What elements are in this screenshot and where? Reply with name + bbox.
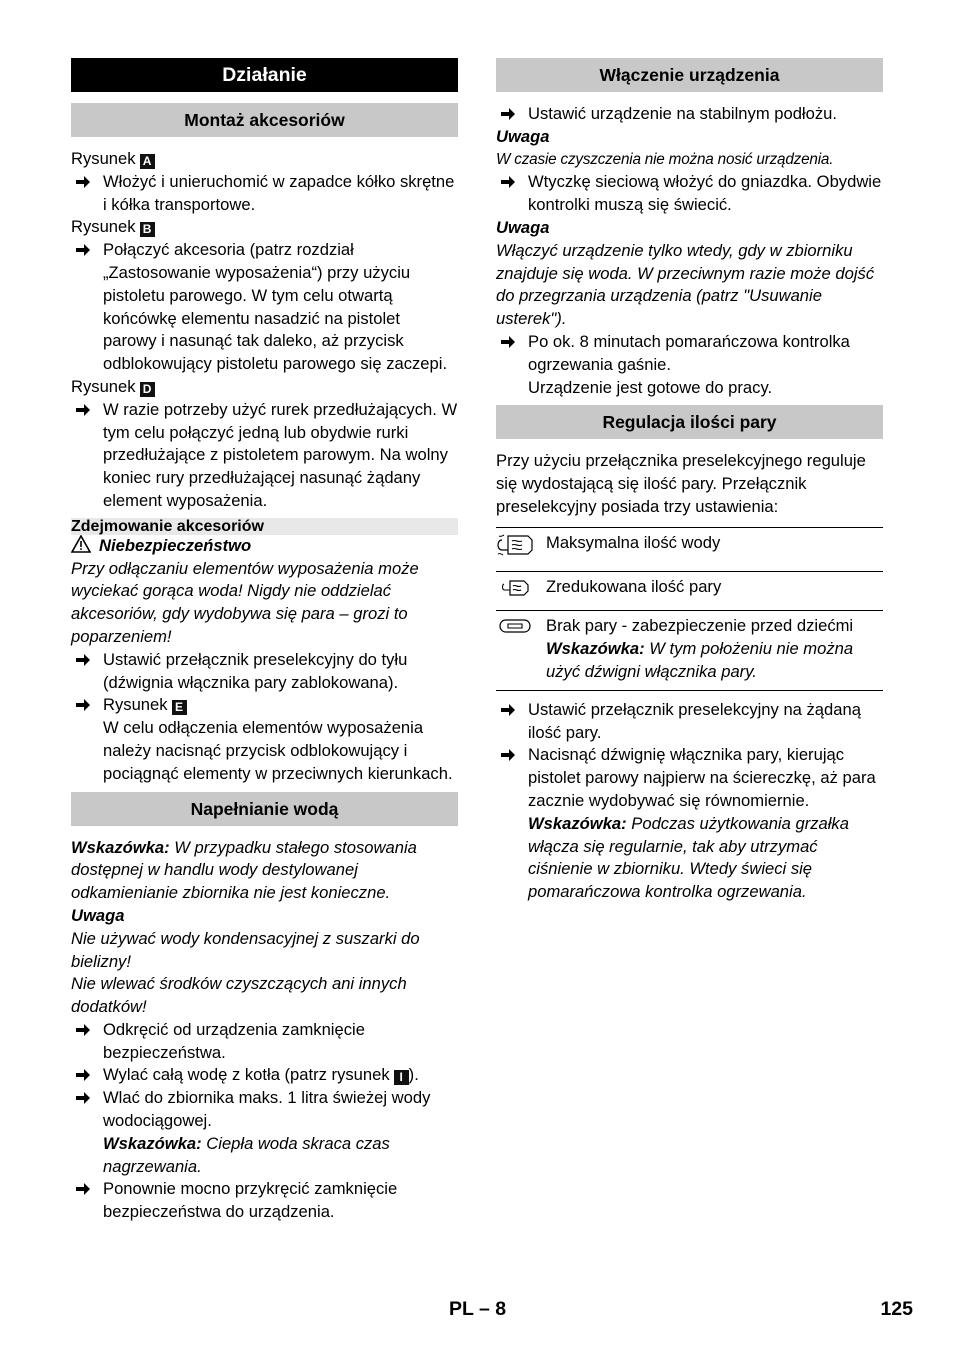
heading-switching-on: Włączenie urządzenia <box>496 58 883 92</box>
heading-filling-water: Napełnianie wodą <box>71 792 458 826</box>
setting-icon-cell <box>496 527 546 571</box>
arrow-right-icon <box>500 106 516 122</box>
caution-label: Uwaga <box>496 217 550 237</box>
figure-box-d: D <box>140 382 155 397</box>
footer-page-number: 125 <box>880 1298 913 1320</box>
caution-text: W czasie czyszczenia nie można nosić urządzenia. <box>496 150 834 168</box>
note-paragraph: Wskazówka: W przypadku stałego stosowania dostępnej w handlu wody destylowanej odkamienianie zbiornika nie jest konieczne. <box>71 837 417 903</box>
steam-settings-table <box>496 527 883 691</box>
table-row <box>496 571 883 611</box>
figure-ref-a: Rysunek A <box>71 148 458 171</box>
table-row <box>496 527 883 571</box>
footer-language-page: PL – 8 <box>449 1298 507 1320</box>
figure-ref-d: Rysunek D <box>71 376 458 399</box>
section-title-operation: Działanie <box>71 58 458 92</box>
list-item: Ustawić urządzenie na stabilnym podłożu. <box>496 103 883 126</box>
reduced-steam-icon <box>496 576 536 598</box>
list-item: Po ok. 8 minutach pomarańczowa kontrolka ogrzewania gaśnie. Urządzenie jest gotowe do pracy. <box>496 331 883 399</box>
arrow-right-icon <box>75 1022 91 1038</box>
table-row <box>496 611 883 690</box>
setting-text: Brak pary - zabezpieczenie przed dziećmi Wskazówka: W tym położeniu nie można użyć dźwigni włącznika pary. <box>546 611 883 690</box>
list-item: Ustawić przełącznik preselekcyjny na żądaną ilość pary. <box>496 699 883 745</box>
max-steam-icon <box>496 532 536 558</box>
list-item: Wlać do zbiornika maks. 1 litra świeżej wody wodociągowej. Wskazówka: Ciepła woda skraca czas nagrzewania. <box>71 1087 458 1178</box>
left-column <box>71 58 458 1224</box>
setting-icon-cell <box>496 571 546 611</box>
heading-steam-regulation: Regulacja ilości pary <box>496 405 883 439</box>
figure-box-i: I <box>394 1070 409 1085</box>
setting-icon-cell <box>496 611 546 690</box>
list-item: Połączyć akcesoria (patrz rozdział „Zastosowanie wyposażenia“) przy użyciu pistoletu parowego. W tym celu otwartą końcówkę elementu nasadzić na pistolet parowy i nasunąć tak daleko, aż przycisk odblokowujący pistoletu parowego się zaczepi. <box>71 239 458 376</box>
setting-text: Zredukowana ilość pary <box>546 571 883 611</box>
figure-box-e: E <box>172 700 187 715</box>
caution-label: Uwaga <box>496 126 550 146</box>
list-item: Nacisnąć dźwignię włącznika pary, kierując pistolet parowy najpierw na ściereczkę, aż para zacznie wydobywać się równomiernie. Wskazówka: Podczas użytkowania grzałka włącza się regularnie, tak aby utrzymać ciśnienie w zbiorniku. Wtedy świeci się pomarańczowa kontrolka ogrzewania. <box>496 744 883 904</box>
arrow-right-icon <box>75 174 91 190</box>
caution-text-2: Nie wlewać środków czyszczących ani innych dodatków! <box>71 974 407 1017</box>
list-item: Wtyczkę sieciową włożyć do gniazdka. Obydwie kontrolki muszą się świecić. <box>496 171 883 217</box>
arrow-right-icon <box>500 747 516 763</box>
list-item: Włożyć i unieruchomić w zapadce kółko skrętne i kółka transportowe. <box>71 171 458 217</box>
arrow-right-icon <box>75 242 91 258</box>
caution-text-1: Nie używać wody kondensacyjnej z suszarki do bielizny! <box>71 928 420 971</box>
figure-box-b: B <box>140 222 155 237</box>
right-column <box>496 58 883 904</box>
list-item: W razie potrzeby użyć rurek przedłużających. W tym celu połączyć jedną lub obydwie rurki przedłużające z pistoletem parowym. Na wolny koniec rury przedłużającej nasunąć żądany element wyposażenia. <box>71 399 458 513</box>
arrow-right-icon <box>500 334 516 350</box>
setting-text: Maksymalna ilość wody <box>546 527 883 571</box>
subheading-remove-accessories: Zdejmowanie akcesoriów <box>71 518 458 535</box>
caution-text: Włączyć urządzenie tylko wtedy, gdy w zbiorniku znajduje się woda. W przeciwnym razie może dojść do przegrzania urządzenia (patrz "Usuwanie usterek"). <box>496 240 875 329</box>
warning-triangle-icon <box>71 535 91 553</box>
list-item: Rysunek E W celu odłączenia elementów wyposażenia należy nacisnąć przycisk odblokowujący i pociągnąć elementy w przeciwnych kierunkach. <box>71 694 458 785</box>
list-item: Ponownie mocno przykręcić zamknięcie bezpieczeństwa do urządzenia. <box>71 1178 458 1224</box>
heading-accessory-assembly: Montaż akcesoriów <box>71 103 458 137</box>
figure-box-a: A <box>140 154 155 169</box>
arrow-right-icon <box>75 652 91 668</box>
danger-heading: Niebezpieczeństwo <box>71 535 458 558</box>
arrow-right-icon <box>75 402 91 418</box>
caution-label: Uwaga <box>71 905 125 925</box>
list-item: Odkręcić od urządzenia zamknięcie bezpieczeństwa. <box>71 1019 458 1065</box>
list-item: Ustawić przełącznik preselekcyjny do tyłu (dźwignia włącznika pary zablokowana). <box>71 649 458 695</box>
intro-paragraph: Przy użyciu przełącznika preselekcyjnego reguluje się wydostającą się ilość pary. Przełącznik preselekcyjny posiada trzy ustawienia: <box>496 451 866 516</box>
arrow-right-icon <box>75 1181 91 1197</box>
arrow-right-icon <box>75 1067 91 1083</box>
figure-ref-b: Rysunek B <box>71 216 458 239</box>
danger-text: Przy odłączaniu elementów wyposażenia może wyciekać gorąca woda! Nigdy nie oddzielać akcesoriów, gdy wydobywa się para – grozi to poparzeniem! <box>71 558 419 646</box>
arrow-right-icon <box>500 702 516 718</box>
arrow-right-icon <box>500 174 516 190</box>
arrow-right-icon <box>75 697 91 713</box>
list-item: Wylać całą wodę z kotła (patrz rysunek I ). <box>71 1064 458 1087</box>
arrow-right-icon <box>75 1090 91 1106</box>
no-steam-icon <box>496 615 536 637</box>
